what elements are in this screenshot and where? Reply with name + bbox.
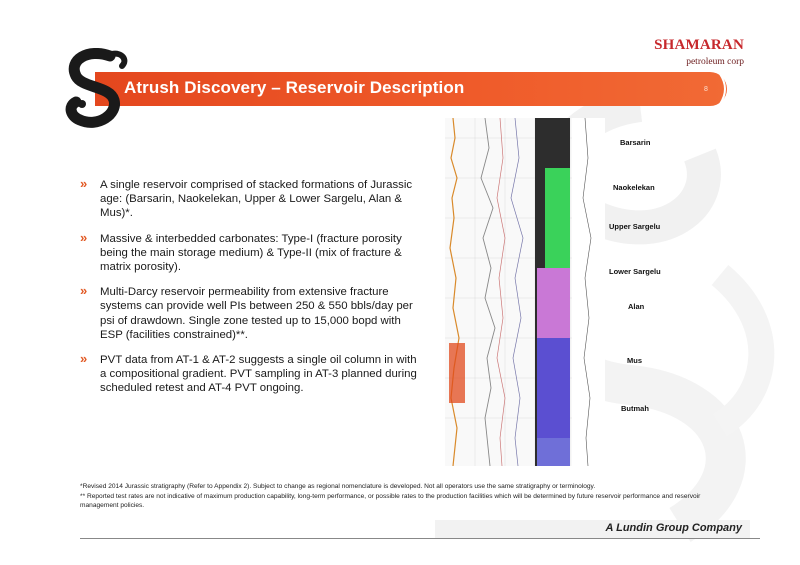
shamaran-logo-icon <box>58 48 134 130</box>
footer-divider <box>80 538 760 539</box>
title-bar-stripes-icon <box>718 72 742 106</box>
bullet-text: A single reservoir comprised of stacked formations of Jurassic age: (Barsarin, Naokelekan, Upper & Lower Sargelu, Alan & Mus)*. <box>100 179 413 220</box>
formation-label-mus: Mus <box>627 356 642 365</box>
formation-label-lower-sargelu: Lower Sargelu <box>609 267 661 276</box>
footnote-stratigraphy: *Revised 2014 Jurassic stratigraphy (Refer to Appendix 2). Subject to change as regional nomenclature is developed. Not all operators use the same stratigraphy or terminology. <box>80 483 596 490</box>
formation-label-barsarin: Barsarin <box>620 138 651 147</box>
bullet-item <box>80 229 420 275</box>
page-title: Atrush Discovery – Reservoir Description <box>124 78 465 97</box>
bullet-marker-icon: » <box>80 283 88 299</box>
bullet-list <box>80 178 420 407</box>
bullet-item <box>80 353 420 396</box>
bullet-marker-icon: » <box>80 351 88 367</box>
footer-company: A Lundin Group Company <box>605 522 742 534</box>
well-log-image <box>445 118 605 466</box>
footnote-test-rates: ** Reported test rates are not indicative of maximum production capability, long-term performance, or possible rates to the production facilities which will be determined by future reservoir performance and reservoir management policies. <box>80 493 701 509</box>
bullet-text: PVT data from AT-1 & AT-2 suggests a single oil column in with a compositional gradient. PVT sampling in AT-3 planned during scheduled retest and AT-4 PVT ongoing. <box>100 354 417 395</box>
bullet-item <box>80 285 420 342</box>
formation-label-naokelekan: Naokelekan <box>613 183 655 192</box>
brand-subtitle: petroleum corp <box>686 57 744 67</box>
brand-name: SHAMARAN <box>654 37 744 53</box>
bullet-item <box>80 178 420 221</box>
bullet-text: Multi-Darcy reservoir permeability from extensive fracture systems can provide well PIs between 250 & 550 bbls/day per psi of drawdown. Single zone tested up to 15,000 bopd with ESP (facilities constrained)**. <box>100 286 413 341</box>
page-number: 8 <box>704 86 708 93</box>
formation-label-butmah: Butmah <box>621 404 649 413</box>
bullet-marker-icon: » <box>80 229 88 245</box>
formation-label-upper-sargelu: Upper Sargelu <box>609 222 661 231</box>
bullet-marker-icon: » <box>80 176 88 191</box>
formation-label-alan: Alan <box>628 302 645 311</box>
bullet-text: Massive & interbedded carbonates: Type-I (fracture porosity being the main storage medium) & Type-II (mix of fracture & matrix porosity). <box>100 232 402 274</box>
